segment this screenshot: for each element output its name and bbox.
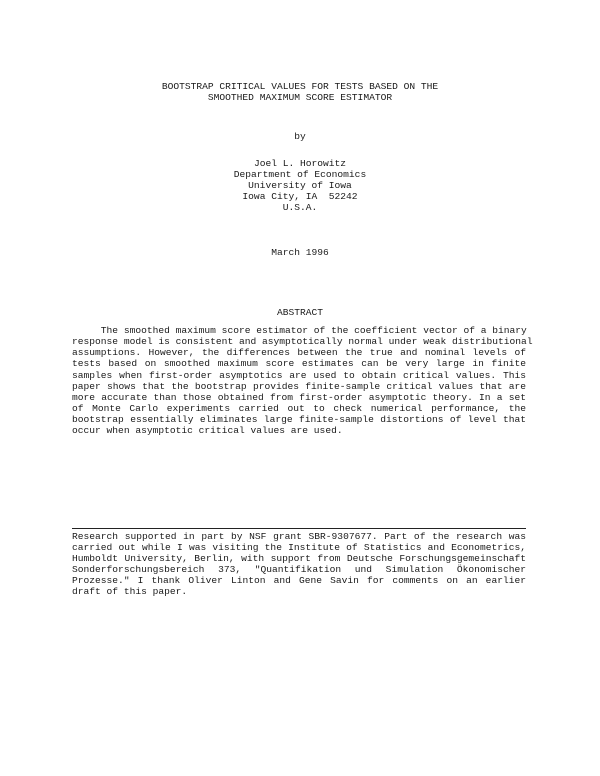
footnote-body [72,531,526,598]
footnote-line: Prozesse." I thank Oliver Linton and Gene Savin for comments on an earlier [72,575,526,587]
paper-date: March 1996 [271,247,329,258]
title-line-2: SMOOTHED MAXIMUM SCORE ESTIMATOR [207,92,393,103]
author-country: U.S.A. [282,202,318,213]
footnote-line: Research supported in part by NSF grant SBR-9307677. Part of the research was [72,531,526,542]
footnote-line: Sonderforschungsbereich 373, "Quantifikation und Simulation Ökonomischer [72,564,526,576]
title-line-1: BOOTSTRAP CRITICAL VALUES FOR TESTS BASED ON THE [161,81,439,92]
abstract-line: assumptions. However, the differences between the true and nominal levels of [72,347,526,359]
abstract-line: bootstrap essentially eliminates large finite-sample distortions of level that [72,414,526,426]
abstract-line: of Monte Carlo experiments carried out to check numerical performance, the [72,403,526,415]
footnote-divider [72,528,526,529]
footnote-line: draft of this paper. [72,586,188,598]
author-university: University of Iowa [248,180,352,191]
abstract-body [72,325,533,437]
by-label: by [294,131,306,142]
author-department: Department of Economics [233,169,367,180]
abstract-line: occur when asymptotic critical values are used. [72,425,343,437]
abstract-line: paper shows that the bootstrap provides finite-sample critical values that are [72,380,526,392]
abstract-line: The smoothed maximum score estimator of the coefficient vector of a binary [72,325,527,336]
abstract-heading: ABSTRACT [276,307,324,318]
footnote-line: carried out while I was visiting the Institute of Statistics and Econometrics, [72,542,526,554]
abstract-line: more accurate than those obtained from first-order asymptotic theory. In a set [72,391,526,403]
abstract-line: tests based on smoothed maximum score estimates can be very large in finite [72,358,526,370]
abstract-line: response model is consistent and asymptotically normal under weak distributional [72,336,533,348]
author-city: Iowa City, IA 52242 [242,191,358,202]
footnote-line: Humboldt University, Berlin, with support from Deutsche Forschungsgemeinschaft [72,553,526,565]
author-name: Joel L. Horowitz [253,158,347,169]
abstract-line: samples when first-order asymptotics are used to obtain critical values. This [72,369,526,381]
